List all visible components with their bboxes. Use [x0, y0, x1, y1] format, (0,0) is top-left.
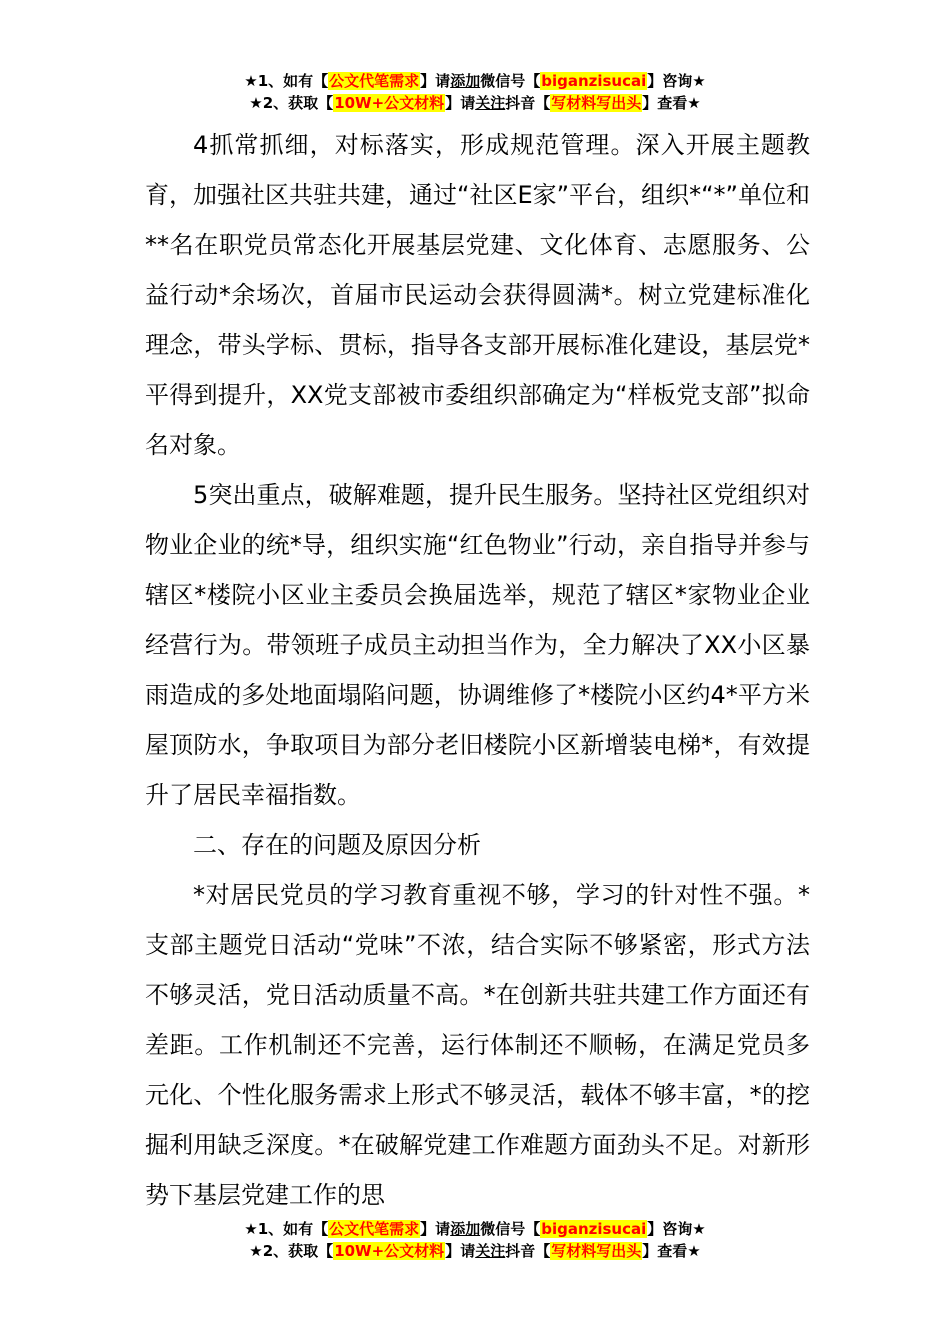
- banner-text: ★2、获取【: [249, 94, 334, 112]
- banner-text: 】请: [445, 94, 476, 112]
- banner-highlight: 写材料写出头: [551, 1242, 642, 1260]
- banner-text: 微信号【: [480, 1220, 541, 1238]
- banner-underline: 关注: [475, 1242, 506, 1260]
- paragraph-item-5: 5突出重点，破解难题，提升民生服务。坚持社区党组织对物业企业的统*导，组织实施“红色物业”行动，亲自指导并参与辖区*楼院小区业主委员会换届选举，规范了辖区*家物业企业经营行为。带领班子成员主动担当作为，全力解决了XX小区暴雨造成的多处地面塌陷问题，协调维修了*楼院小区约4*平方米屋顶防水，争取项目为部分老旧楼院小区新增装电梯*，有效提升了居民幸福指数。: [145, 481, 810, 809]
- banner-text: 】咨询★: [647, 1220, 706, 1238]
- banner-highlight: 公文代笔需求: [329, 1220, 420, 1238]
- banner-underline: 添加: [450, 72, 481, 90]
- banner-text: ★1、如有【: [244, 72, 329, 90]
- banner-text: 】请: [420, 72, 451, 90]
- header-banner: [0, 70, 950, 114]
- banner-highlight: 10W+公文材料: [334, 94, 445, 112]
- banner-line-1: [0, 1218, 950, 1240]
- banner-highlight: 公文代笔需求: [329, 72, 420, 90]
- banner-text: 】咨询★: [647, 72, 706, 90]
- banner-highlight: biganzisucai: [541, 72, 647, 90]
- banner-text: 抖音【: [505, 1242, 551, 1260]
- banner-text: ★2、获取【: [249, 1242, 334, 1260]
- banner-line-2: [0, 1240, 950, 1262]
- banner-text: 】请: [445, 1242, 476, 1260]
- banner-line-1: [0, 70, 950, 92]
- banner-underline: 添加: [450, 1220, 481, 1238]
- banner-text: 】查看★: [642, 1242, 701, 1260]
- banner-underline: 关注: [475, 94, 506, 112]
- banner-text: 】请: [420, 1220, 451, 1238]
- banner-line-2: [0, 92, 950, 114]
- banner-text: 】查看★: [642, 94, 701, 112]
- paragraph-item-4: 4抓常抓细，对标落实，形成规范管理。深入开展主题教育，加强社区共驻共建，通过“社区E家”平台，组织*“*”单位和**名在职党员常态化开展基层党建、文化体育、志愿服务、公益行动*余场次，首届市民运动会获得圆满*。树立党建标准化理念，带头学标、贯标，指导各支部开展标准化建设，基层党*平得到提升，XX党支部被市委组织部确定为“样板党支部”拟命名对象。: [145, 131, 810, 459]
- banner-text: 微信号【: [480, 72, 541, 90]
- paragraph-problems: *对居民党员的学习教育重视不够，学习的针对性不强。*支部主题党日活动“党味”不浓，结合实际不够紧密，形式方法不够灵活，党日活动质量不高。*在创新共驻共建工作方面还有差距。工作机制还不完善，运行体制还不顺畅，在满足党员多元化、个性化服务需求上形式不够灵活，载体不够丰富，*的挖掘利用缺乏深度。*在破解党建工作难题方面劲头不足。对新形势下基层党建工作的思: [145, 881, 810, 1209]
- document-body: [145, 120, 810, 1220]
- banner-highlight: biganzisucai: [541, 1220, 647, 1238]
- banner-highlight: 写材料写出头: [551, 94, 642, 112]
- banner-text: 抖音【: [505, 94, 551, 112]
- section-heading: 二、存在的问题及原因分析: [193, 831, 481, 859]
- banner-text: ★1、如有【: [244, 1220, 329, 1238]
- banner-highlight: 10W+公文材料: [334, 1242, 445, 1260]
- footer-banner: [0, 1218, 950, 1262]
